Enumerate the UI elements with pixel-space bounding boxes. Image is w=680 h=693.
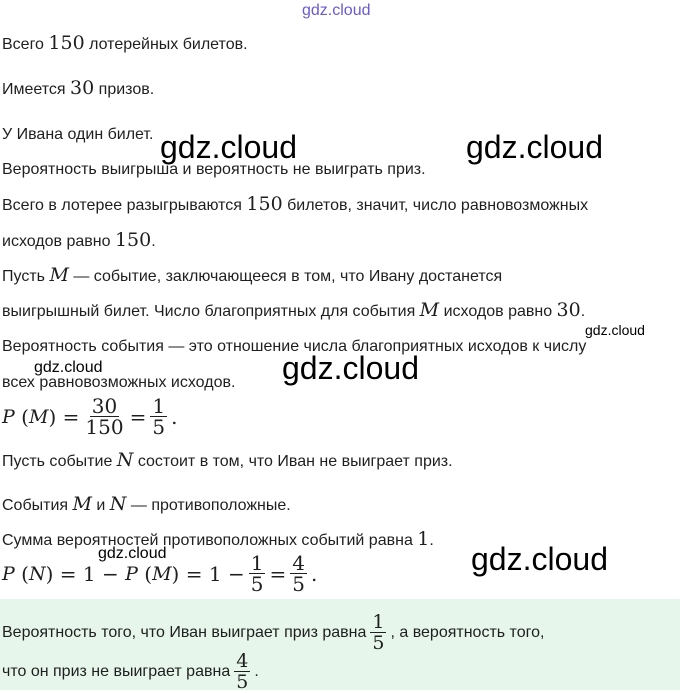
text-line-10: всех равновозможных исходов. xyxy=(2,374,236,391)
text-line-7 xyxy=(2,264,502,288)
fraction-1-5 xyxy=(370,612,386,653)
number: 1 xyxy=(417,528,430,550)
number: 30 xyxy=(556,299,581,321)
watermark-1: gdz.cloud xyxy=(160,129,297,165)
equals: = xyxy=(185,561,203,586)
numerator: 1 xyxy=(152,394,166,418)
text: Сумма вероятностей противоположных событий равна xyxy=(2,532,418,549)
text: выигрышный билет. Число благоприятных для события xyxy=(2,303,420,320)
text: — противоположные. xyxy=(126,497,291,514)
text-line-1 xyxy=(2,32,248,56)
text: призов. xyxy=(94,81,155,98)
formula-var: N xyxy=(28,562,46,585)
watermark-6: gdz.cloud xyxy=(98,545,167,562)
formula-var: M xyxy=(28,405,49,428)
variable: N xyxy=(116,449,134,471)
paren: ) xyxy=(45,561,60,586)
denominator: 5 xyxy=(236,671,249,693)
minus: − xyxy=(227,561,245,586)
formula-p: P xyxy=(2,562,15,585)
text: Всего xyxy=(2,36,49,53)
text: . xyxy=(429,532,434,549)
text: , а вероятность того, xyxy=(390,623,545,641)
number: 150 xyxy=(48,32,85,54)
watermark-2: gdz.cloud xyxy=(466,129,603,165)
number: 1 xyxy=(82,561,96,586)
numerator: 4 xyxy=(236,650,249,672)
text: исходов равно xyxy=(2,233,115,250)
number: 1 xyxy=(208,561,222,586)
numerator: 1 xyxy=(250,551,264,575)
watermark-top: gdz.cloud xyxy=(302,2,371,19)
text: Имеется xyxy=(2,81,71,98)
number: 150 xyxy=(246,193,283,215)
paren: ) xyxy=(171,561,186,586)
equals: = xyxy=(269,561,287,586)
number: 30 xyxy=(70,77,95,99)
text: билетов, значит, число равновозможных xyxy=(282,197,589,214)
number: 150 xyxy=(114,229,152,251)
equals: = xyxy=(129,404,147,429)
watermark-5: gdz.cloud xyxy=(34,359,103,376)
text-line-3: У Ивана один билет. xyxy=(2,126,154,143)
denominator: 150 xyxy=(85,415,124,439)
answer-line-2 xyxy=(2,651,259,692)
formula-var: M xyxy=(152,562,172,585)
text-line-13 xyxy=(2,528,434,552)
text-line-2 xyxy=(2,77,154,101)
variable: M xyxy=(72,493,92,515)
variable: M xyxy=(49,264,69,286)
equals: = xyxy=(59,561,77,586)
period: . xyxy=(171,404,178,429)
numerator: 4 xyxy=(292,551,305,575)
answer-box xyxy=(0,599,680,693)
text-line-8 xyxy=(2,299,585,323)
answer-line-1 xyxy=(2,612,544,653)
text: и xyxy=(91,497,110,514)
denominator: 5 xyxy=(152,415,166,439)
text: что он приз не выиграет равна xyxy=(2,662,231,680)
formula-p: P xyxy=(2,405,15,428)
text: Пусть xyxy=(2,268,50,285)
text-line-4: Вероятность выигрыша и вероятность не выиграть приз. xyxy=(2,161,426,178)
text: . xyxy=(151,233,156,250)
formula-probability-m xyxy=(2,396,177,437)
text-line-9: Вероятность события — это отношение числа благоприятных исходов к числу xyxy=(2,338,587,355)
fraction-4-5 xyxy=(234,651,250,692)
fraction-4-5 xyxy=(290,553,307,594)
watermark-4: gdz.cloud xyxy=(282,350,419,386)
numerator: 1 xyxy=(372,611,385,633)
text: исходов равно xyxy=(439,303,557,320)
equals: = xyxy=(62,404,80,429)
denominator: 5 xyxy=(250,572,264,596)
text-line-12 xyxy=(2,493,291,517)
paren: ( xyxy=(137,561,153,586)
denominator: 5 xyxy=(292,572,305,596)
text: лотерейных билетов. xyxy=(84,36,248,53)
text: События xyxy=(2,497,73,514)
watermark-7: gdz.cloud xyxy=(471,541,608,577)
paren: ( xyxy=(14,561,29,586)
fraction-30-150 xyxy=(83,396,125,437)
period: . xyxy=(310,561,318,586)
fraction-1-5 xyxy=(249,553,266,594)
numerator: 30 xyxy=(91,394,118,418)
text: . xyxy=(254,662,259,680)
variable: N xyxy=(109,493,127,515)
text: — событие, заключающееся в том, что Ивану достанется xyxy=(68,268,503,285)
minus: − xyxy=(101,561,119,586)
paren: ( xyxy=(14,404,29,429)
text: Вероятность того, что Иван выиграет приз равна xyxy=(2,623,367,641)
formula-p: P xyxy=(125,562,138,585)
text: . xyxy=(580,303,586,320)
text: состоит в том, что Иван не выиграет приз. xyxy=(133,453,453,470)
denominator: 5 xyxy=(372,632,385,654)
text-line-11 xyxy=(2,449,453,473)
watermark-3: gdz.cloud xyxy=(585,322,645,338)
fraction-1-5 xyxy=(150,396,167,437)
variable: M xyxy=(419,299,440,321)
text-line-5 xyxy=(2,193,588,217)
text: Всего в лотерее разыгрываются xyxy=(2,197,247,214)
text: Пусть событие xyxy=(2,453,117,470)
paren: ) xyxy=(48,404,63,429)
text-line-6 xyxy=(2,229,156,253)
